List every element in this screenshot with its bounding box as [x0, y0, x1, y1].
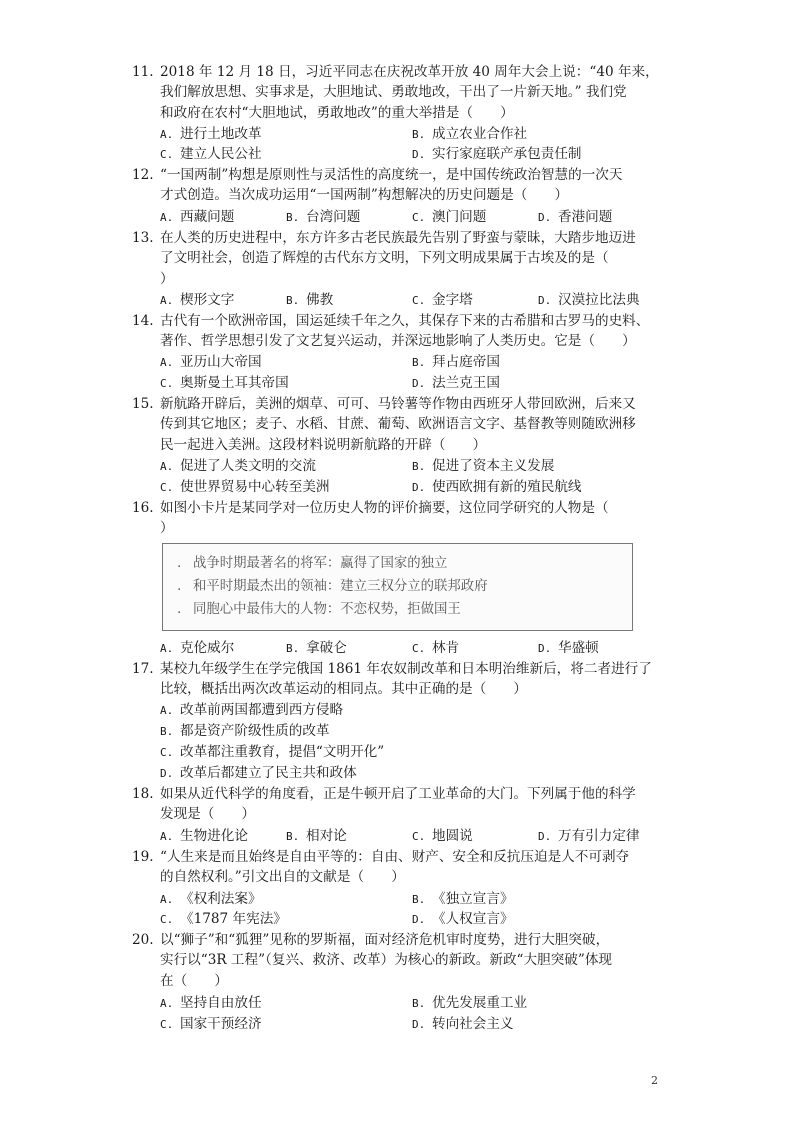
option-b[interactable]: B. 《独立宣言》: [412, 891, 514, 907]
option-a[interactable]: A. 克伦威尔: [160, 640, 235, 656]
question-text: 古代有一个欧洲帝国，国运延续千年之久，其保存下来的古希腊和古罗马的史料、: [160, 313, 650, 329]
option-b[interactable]: B. 佛教: [286, 292, 334, 308]
option-c[interactable]: C. 奥斯曼土耳其帝国: [160, 375, 289, 391]
option-d[interactable]: D. 实行家庭联产承包责任制: [412, 146, 582, 162]
question-text: 才式创造。当次成功运用“一国两制”构想解决的历史问题是（ ）: [160, 187, 569, 203]
question-text: 发现是（ ）: [160, 806, 256, 822]
option-a[interactable]: A. 改革前两国都遭到西方侵略: [160, 702, 344, 718]
option-a[interactable]: A. 生物进化论: [160, 828, 248, 844]
question-text: 在人类的历史进程中，东方许多古老民族最先告别了野蛮与蒙昧，大踏步地迈进: [160, 230, 636, 246]
option-c[interactable]: C. 澳门问题: [412, 209, 487, 225]
option-a[interactable]: A. 进行土地改革: [160, 126, 262, 142]
question-text: 比较，概括出两次改革运动的相同点。其中正确的是（ ）: [160, 681, 528, 697]
option-c[interactable]: C. 《1787 年宪法》: [160, 911, 287, 927]
question-text: “人生来是而且始终是自由平等的：自由、财产、安全和反抗压迫是人不可剥夺: [160, 849, 630, 865]
question-text: 的自然权利。”引文出自的文献是（ ）: [160, 869, 405, 885]
option-b[interactable]: B. 台湾问题: [286, 209, 361, 225]
option-c[interactable]: C. 使世界贸易中心转至美洲: [160, 479, 330, 495]
option-c[interactable]: C. 地圆说: [412, 828, 473, 844]
option-b[interactable]: B. 优先发展重工业: [412, 995, 528, 1011]
question-number: 13.: [132, 230, 154, 246]
option-b[interactable]: B. 拜占庭帝国: [412, 354, 500, 370]
option-b[interactable]: B. 相对论: [286, 828, 347, 844]
question-number: 11.: [132, 64, 154, 80]
question-number: 18.: [132, 786, 154, 802]
option-d[interactable]: D. 汉漠拉比法典: [538, 292, 640, 308]
option-c[interactable]: C. 国家干预经济: [160, 1016, 262, 1032]
question-number: 15.: [132, 396, 154, 412]
question-text: 以“狮子”和“狐狸”见称的罗斯福，面对经济危机审时度势，进行大胆突破，: [160, 932, 610, 948]
card-line: . 和平时期最杰出的领袖：建立三权分立的联邦政府: [177, 579, 488, 594]
option-d[interactable]: D. 万有引力定律: [538, 828, 640, 844]
question-text: 如果从近代科学的角度看，正是牛顿开启了工业革命的大门。下列属于他的科学: [160, 786, 636, 802]
question-text: 如图小卡片是某同学对一位历史人物的评价摘要，这位同学研究的人物是（: [160, 500, 609, 516]
card-line: . 同胞心中最伟大的人物：不恋权势，拒做国王: [177, 602, 461, 617]
option-c[interactable]: C. 林肯: [412, 640, 460, 656]
option-a[interactable]: A. 促进了人类文明的交流: [160, 458, 316, 474]
option-b[interactable]: B. 成立农业合作社: [412, 126, 528, 142]
question-text: 新航路开辟后，美洲的烟草、可可、马铃薯等作物由西班牙人带回欧洲，后来又: [160, 396, 636, 412]
question-text: 民一起进入美洲。这段材料说明新航路的开辟（ ）: [160, 437, 487, 453]
option-c[interactable]: C. 金字塔: [412, 292, 473, 308]
option-d[interactable]: D. 香港问题: [538, 209, 613, 225]
option-b[interactable]: B. 促进了资本主义发展: [412, 458, 555, 474]
question-text: 和政府在农村“大胆地试，勇敢地改”的重大举措是（ ）: [160, 105, 514, 121]
question-text: 在（ ）: [160, 973, 228, 989]
question-text: 著作、哲学思想引发了文艺复兴运动，并深远地影响了人类历史。它是（ ）: [160, 333, 636, 349]
question-text: 我们解放思想、实事求是，大胆地试、勇敢地改，干出了一片新天地。” 我们党: [160, 84, 627, 100]
option-d[interactable]: D. 使西欧拥有新的殖民航线: [412, 479, 582, 495]
question-text: 传到其它地区；麦子、水稻、甘蔗、葡萄、欧洲语言文字、基督教等则随欧洲移: [160, 416, 636, 432]
question-text: “一国两制”构想是原则性与灵活性的高度统一，是中国传统政治智慧的一次天: [160, 167, 623, 183]
option-a[interactable]: A. 《权利法案》: [160, 891, 262, 907]
question-text: 2018 年 12 月 18 日，习近平同志在庆祝改革开放 40 周年大会上说：“40 年来，: [160, 64, 659, 80]
question-text: 实行以“3R 工程”（复兴、救济、改革）为核心的新政。新政“大胆突破”体现: [160, 952, 613, 968]
question-text: 了文明社会，创造了辉煌的古代东方文明，下列文明成果属于古埃及的是（: [160, 250, 609, 266]
question-number: 19.: [132, 849, 154, 865]
question-number: 14.: [132, 313, 154, 329]
option-d[interactable]: D. 转向社会主义: [412, 1016, 514, 1032]
option-c[interactable]: C. 建立人民公社: [160, 146, 262, 162]
question-number: 17.: [132, 661, 154, 677]
question-text: 某校九年级学生在学完俄国 1861 年农奴制改革和日本明治维新后，将二者进行了: [160, 661, 652, 677]
option-d[interactable]: D. 法兰克王国: [412, 375, 500, 391]
question-text: ）: [160, 520, 174, 536]
option-d[interactable]: D. 华盛顿: [538, 640, 599, 656]
option-a[interactable]: A. 楔形文字: [160, 292, 235, 308]
option-a[interactable]: A. 坚持自由放任: [160, 995, 262, 1011]
option-d[interactable]: D. 改革后都建立了民主共和政体: [160, 765, 357, 781]
option-d[interactable]: D. 《人权宣言》: [412, 911, 514, 927]
option-b[interactable]: B. 拿破仑: [286, 640, 347, 656]
card-line: . 战争时期最著名的将军：赢得了国家的独立: [177, 556, 448, 571]
option-a[interactable]: A. 亚历山大帝国: [160, 354, 262, 370]
page-number: 2: [651, 1074, 658, 1087]
question-number: 16.: [132, 500, 154, 516]
option-a[interactable]: A. 西藏问题: [160, 209, 235, 225]
option-b[interactable]: B. 都是资产阶级性质的改革: [160, 723, 330, 739]
option-c[interactable]: C. 改革都注重教育，提倡“文明开化”: [160, 744, 385, 760]
question-number: 20.: [132, 932, 154, 948]
question-text: ）: [160, 271, 174, 287]
evaluation-card: [162, 543, 633, 631]
question-number: 12.: [132, 167, 154, 183]
